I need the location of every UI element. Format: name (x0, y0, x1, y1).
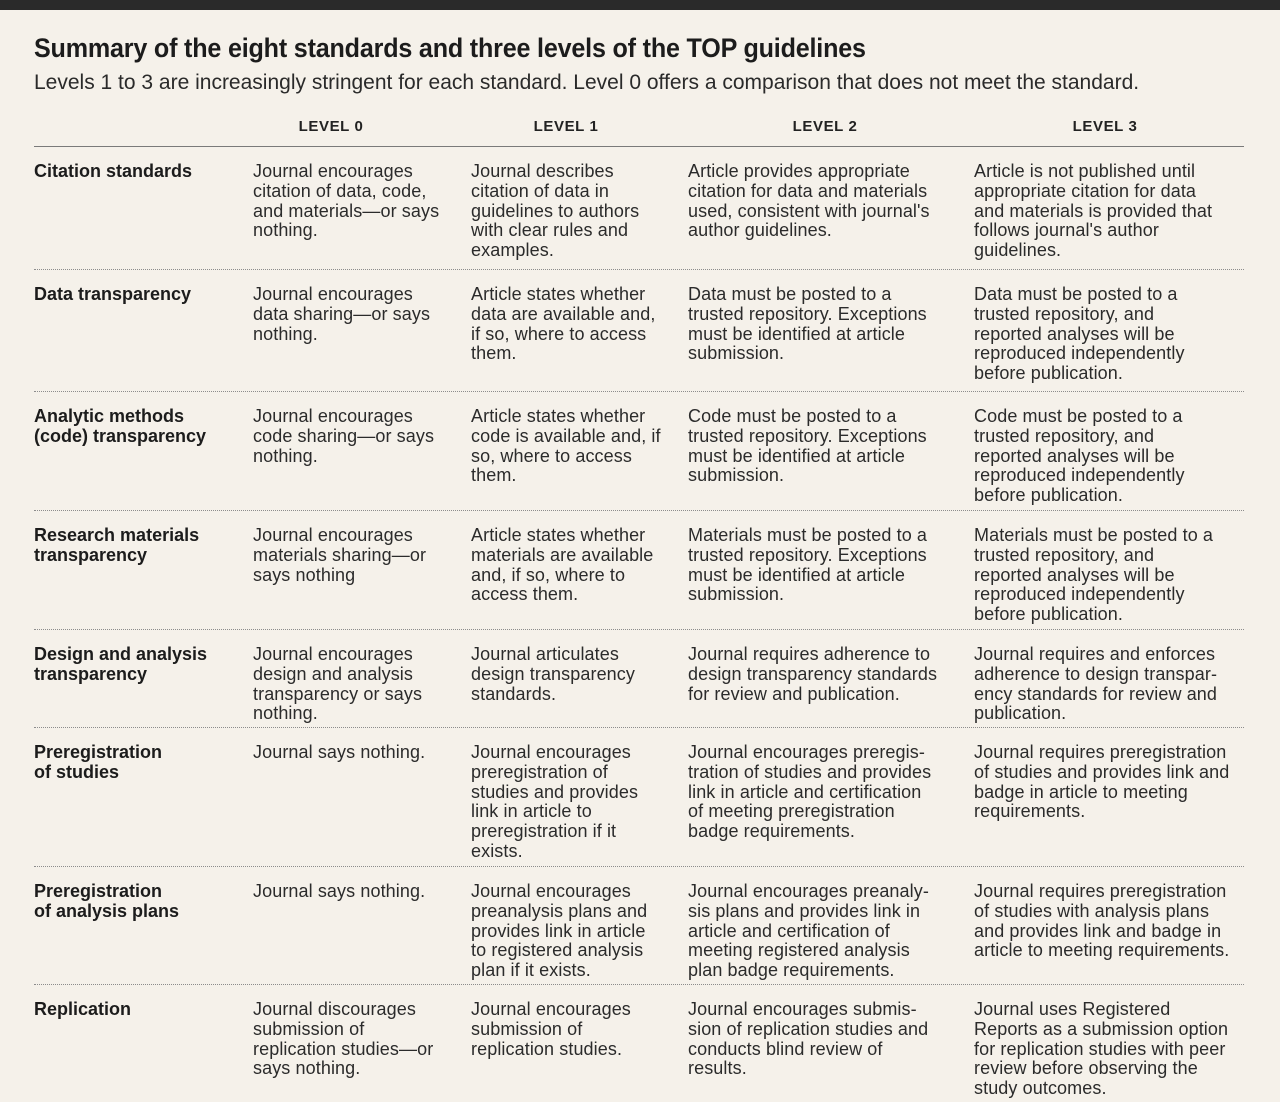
level-0-cell: Journal encourages data sharing—or says nothing. (253, 284, 431, 344)
standard-label: Research materials transparency (34, 525, 200, 565)
level-0-cell: Journal encourages materials sharing—or says nothing (253, 525, 427, 585)
header-level-1: LEVEL 1 (533, 118, 599, 135)
table-header-row (34, 116, 1244, 147)
standard-label: Citation standards (34, 161, 193, 181)
standard-label: Preregistration of analysis plans (34, 881, 180, 921)
level-0-cell: Journal encourages code sharing—or says nothing. (253, 406, 435, 466)
level-3-cell: Materials must be posted to a trusted repository, and reported analyses will be reproduced independently before publication. (974, 525, 1214, 625)
table-row (34, 630, 1244, 728)
level-3-cell: Journal uses Registered Reports as a submission option for replication studies with peer review before observing the study outcomes. (974, 999, 1229, 1099)
table-row (34, 147, 1244, 270)
level-3-cell: Journal requires preregistration of studies and provides link and badge in article to meeting requirements. (974, 742, 1230, 822)
table-row (34, 392, 1244, 511)
level-1-cell: Article states whether code is available and, if so, where to access them. (471, 406, 661, 486)
header-level-2: LEVEL 2 (792, 118, 858, 135)
level-0-cell: Journal says nothing. (253, 742, 426, 762)
level-2-cell: Journal encourages preanaly- sis plans and provides link in article and certification of meeting registered analysis plan badge requirements. (688, 881, 929, 981)
level-1-cell: Journal encourages preregistration of studies and provides link in article to preregistration if it exists. (471, 742, 639, 861)
table-row (34, 270, 1244, 392)
level-2-cell: Journal encourages submis- sion of replication studies and conducts blind review of results. (688, 999, 929, 1079)
standard-label: Replication (34, 999, 132, 1019)
level-0-cell: Journal encourages citation of data, code, and materials—or says nothing. (253, 161, 440, 241)
table-row (34, 985, 1244, 1100)
level-3-cell: Journal requires preregistration of studies with analysis plans and provides link and badge in article to meeting requirements. (974, 881, 1230, 961)
level-1-cell: Journal describes citation of data in guidelines to authors with clear rules and examples. (471, 161, 640, 261)
level-0-cell: Journal encourages design and analysis transparency or says nothing. (253, 644, 423, 724)
level-2-cell: Code must be posted to a trusted repository. Exceptions must be identified at article submission. (688, 406, 927, 486)
standards-table (34, 116, 1244, 1100)
level-1-cell: Article states whether materials are available and, if so, where to access them. (471, 525, 654, 605)
table-row (34, 728, 1244, 867)
level-3-cell: Code must be posted to a trusted repository, and reported analyses will be reproduced independently before publication. (974, 406, 1185, 506)
top-border-bar (0, 0, 1280, 10)
header-level-0: LEVEL 0 (298, 118, 364, 135)
level-1-cell: Journal encourages submission of replication studies. (471, 999, 631, 1059)
level-0-cell: Journal discourages submission of replication studies—or says nothing. (253, 999, 434, 1079)
page-subtitle: Levels 1 to 3 are increasingly stringent for each standard. Level 0 offers a comparison that does not meet the standard. (34, 71, 1140, 94)
header-level-3: LEVEL 3 (1072, 118, 1138, 135)
level-3-cell: Article is not published until appropriate citation for data and materials is provided that follows journal's author guidelines. (974, 161, 1213, 261)
level-2-cell: Journal requires adherence to design transparency standards for review and publication. (688, 644, 938, 704)
level-1-cell: Article states whether data are available and, if so, where to access them. (471, 284, 656, 364)
table-row (34, 511, 1244, 630)
level-3-cell: Data must be posted to a trusted repository, and reported analyses will be reproduced independently before publication. (974, 284, 1185, 384)
table-row (34, 867, 1244, 985)
level-2-cell: Materials must be posted to a trusted repository. Exceptions must be identified at article submission. (688, 525, 928, 605)
level-2-cell: Article provides appropriate citation for data and materials used, consistent with journal's author guidelines. (688, 161, 930, 241)
standard-label: Data transparency (34, 284, 192, 304)
standard-label: Analytic methods (code) transparency (34, 406, 207, 446)
level-1-cell: Journal encourages preanalysis plans and provides link in article to registered analysis plan if it exists. (471, 881, 648, 981)
page-title: Summary of the eight standards and three levels of the TOP guidelines (34, 33, 866, 63)
level-3-cell: Journal requires and enforces adherence to design transpar- ency standards for review and publication. (974, 644, 1218, 724)
level-0-cell: Journal says nothing. (253, 881, 426, 901)
level-1-cell: Journal articulates design transparency standards. (471, 644, 635, 704)
standard-label: Design and analysis transparency (34, 644, 208, 684)
standard-label: Preregistration of studies (34, 742, 163, 782)
level-2-cell: Journal encourages preregis- tration of studies and provides link in article and certification of meeting preregistration badge requirements. (688, 742, 932, 842)
level-2-cell: Data must be posted to a trusted repository. Exceptions must be identified at article submission. (688, 284, 927, 364)
